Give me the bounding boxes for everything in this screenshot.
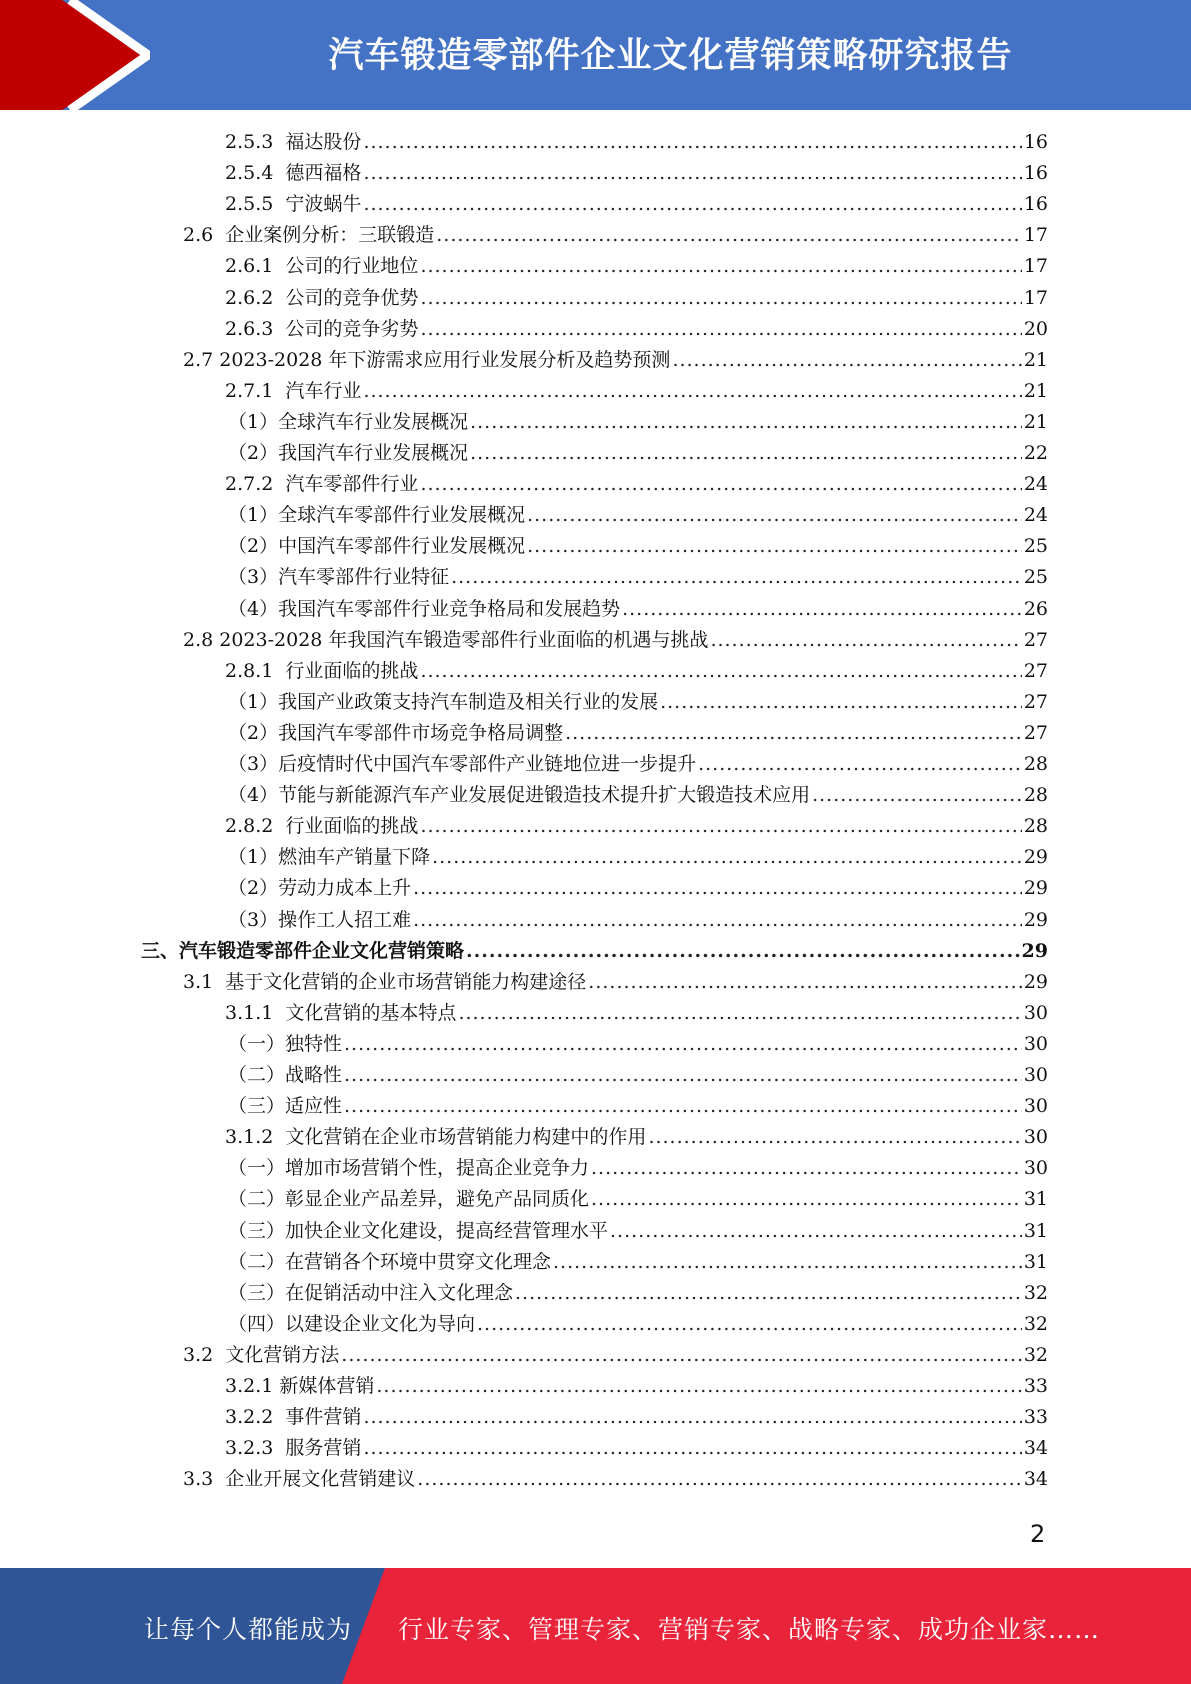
toc-entry-title: （三）加快企业文化建设，提高经营管理水平 xyxy=(228,1219,609,1242)
toc-leader-dots xyxy=(812,780,1022,811)
toc-entry-title: 2.6.1 公司的行业地位 xyxy=(225,255,419,278)
toc-entry-title: （3）后疫情时代中国汽车零部件产业链地位进一步提升 xyxy=(228,753,697,775)
toc-entry-title: 2.7 2023-2028 年下游需求应用行业发展分析及趋势预测 xyxy=(183,348,671,371)
toc-entry-page: 29 xyxy=(1023,970,1048,993)
toc-entry-title: （1）全球汽车行业发展概况 xyxy=(228,410,469,433)
toc-leader-dots xyxy=(344,1029,1022,1060)
toc-entry-title: （3）汽车零部件行业特征 xyxy=(228,566,450,589)
toc-entry-page: 32 xyxy=(1023,1343,1048,1366)
toc-leader-dots xyxy=(417,1464,1022,1495)
toc-entry[interactable] xyxy=(225,251,1048,282)
toc-entry-title: （1）我国产业政策支持汽车制造及相关行业的发展 xyxy=(228,690,659,713)
toc-entry[interactable] xyxy=(225,158,1048,189)
toc-leader-dots xyxy=(470,407,1022,438)
toc-leader-dots xyxy=(420,469,1021,500)
toc-entry-title: 2.5.3 福达股份 xyxy=(225,131,362,153)
toc-entry[interactable] xyxy=(225,1122,1048,1153)
toc-entry[interactable] xyxy=(228,1060,1048,1091)
toc-entry[interactable] xyxy=(228,1153,1048,1184)
toc-entry-title: 2.7.1 汽车行业 xyxy=(225,379,362,402)
toc-entry[interactable] xyxy=(141,936,1048,967)
toc-entry[interactable] xyxy=(225,189,1048,220)
toc-entry-page: 33 xyxy=(1023,1406,1048,1429)
toc-entry-title: （1）燃油车产销量下降 xyxy=(228,846,431,869)
toc-entry-page: 28 xyxy=(1023,753,1048,775)
toc-entry-title: （二）战略性 xyxy=(228,1064,343,1086)
toc-entry-page: 31 xyxy=(1023,1219,1048,1242)
toc-entry-title: （1）全球汽车零部件行业发展概况 xyxy=(228,504,526,527)
toc-entry[interactable] xyxy=(225,127,1048,158)
toc-entry-page: 17 xyxy=(1023,286,1048,309)
toc-entry-page: 30 xyxy=(1023,1032,1048,1055)
toc-entry-page: 34 xyxy=(1023,1437,1048,1460)
toc-entry-title: （一）独特性 xyxy=(228,1032,343,1055)
toc-entry-page: 31 xyxy=(1023,1250,1048,1273)
toc-entry-title: 2.8.1 行业面临的挑战 xyxy=(225,659,419,682)
toc-entry[interactable] xyxy=(225,811,1048,842)
toc-leader-dots xyxy=(527,500,1022,531)
toc-entry[interactable] xyxy=(228,500,1048,531)
toc-entry-title: 2.5.4 德西福格 xyxy=(225,162,362,185)
toc-leader-dots xyxy=(363,1402,1021,1433)
toc-entry-page: 30 xyxy=(1023,1157,1048,1180)
toc-entry-title: （2）我国汽车零部件市场竞争格局调整 xyxy=(228,721,564,744)
toc-entry-page: 16 xyxy=(1023,162,1048,185)
toc-entry[interactable] xyxy=(228,1247,1048,1278)
toc-leader-dots xyxy=(341,1340,1022,1371)
toc-entry-title: 2.6.3 公司的竞争劣势 xyxy=(225,317,419,340)
toc-leader-dots xyxy=(622,594,1022,625)
toc-entry-page: 34 xyxy=(1023,1468,1048,1491)
toc-entry-page: 27 xyxy=(1023,690,1048,713)
toc-entry[interactable] xyxy=(228,780,1048,811)
toc-entry[interactable] xyxy=(228,842,1048,873)
toc-entry[interactable] xyxy=(228,531,1048,562)
toc-entry[interactable] xyxy=(228,1278,1048,1309)
toc-entry-page: 16 xyxy=(1023,131,1048,153)
toc-entry-title: 2.7.2 汽车零部件行业 xyxy=(225,473,419,496)
toc-entry-title: 3.2.3 服务营销 xyxy=(225,1437,362,1460)
toc-leader-dots xyxy=(376,1371,1021,1402)
toc-entry-title: 3.2.2 事件营销 xyxy=(225,1406,362,1429)
toc-entry-page: 17 xyxy=(1023,224,1048,247)
toc-entry-page: 30 xyxy=(1023,1095,1048,1118)
toc-entry-title: 三、汽车锻造零部件企业文化营销策略 xyxy=(141,939,465,962)
toc-leader-dots xyxy=(420,656,1021,687)
toc-entry-title: 3.1 基于文化营销的企业市场营销能力构建途径 xyxy=(183,970,587,993)
toc-leader-dots xyxy=(363,189,1021,220)
toc-entry-title: （4）我国汽车零部件行业竞争格局和发展趋势 xyxy=(228,597,621,620)
toc-leader-dots xyxy=(420,283,1021,314)
toc-entry-page: 26 xyxy=(1023,597,1048,620)
toc-entry[interactable] xyxy=(228,1091,1048,1122)
toc-entry-title: （二）在营销各个环境中贯穿文化理念 xyxy=(228,1250,552,1273)
toc-entry-page: 32 xyxy=(1023,1312,1048,1335)
toc-entry[interactable] xyxy=(183,220,1048,251)
toc-entry[interactable] xyxy=(225,314,1048,345)
toc-entry-title: （三）在促销活动中注入文化理念 xyxy=(228,1281,514,1304)
toc-entry-title: （2）中国汽车零部件行业发展概况 xyxy=(228,535,526,558)
toc-leader-dots xyxy=(363,158,1021,189)
page-number: 2 xyxy=(1030,1520,1046,1548)
toc-entry-page: 29 xyxy=(1023,846,1048,869)
toc-leader-dots xyxy=(470,438,1022,469)
toc-entry-title: 2.8 2023-2028 年我国汽车锻造零部件行业面临的机遇与挑战 xyxy=(183,628,709,651)
toc-entry-page: 28 xyxy=(1023,815,1048,838)
toc-leader-dots xyxy=(660,687,1022,718)
toc-entry[interactable] xyxy=(228,749,1048,780)
toc-entry-page: 27 xyxy=(1023,659,1048,682)
toc-leader-dots xyxy=(363,1433,1021,1464)
toc-entry-title: 2.6.2 公司的竞争优势 xyxy=(225,286,419,309)
footer-slogan-left: 让每个人都能成为 xyxy=(144,1615,353,1644)
toc-entry-page: 30 xyxy=(1023,1126,1048,1149)
toc-entry-page: 32 xyxy=(1023,1281,1048,1304)
toc-leader-dots xyxy=(436,220,1022,251)
toc-leader-dots xyxy=(515,1278,1022,1309)
toc-entry-page: 17 xyxy=(1023,255,1048,278)
toc-leader-dots xyxy=(413,873,1022,904)
toc-entry-title: （3）操作工人招工难 xyxy=(228,908,412,931)
toc-leader-dots xyxy=(420,314,1021,345)
toc-leader-dots xyxy=(363,376,1021,407)
toc-leader-dots xyxy=(648,1122,1021,1153)
toc-leader-dots xyxy=(477,1309,1022,1340)
header-arrow-decoration xyxy=(0,0,150,110)
toc-entry-title: 2.6 企业案例分析：三联锻造 xyxy=(183,224,435,247)
toc-entry[interactable] xyxy=(228,1029,1048,1060)
toc-entry-title: 3.2 文化营销方法 xyxy=(183,1343,340,1366)
toc-entry[interactable] xyxy=(228,594,1048,625)
toc-leader-dots xyxy=(553,1247,1022,1278)
toc-entry-title: （四）以建设企业文化为导向 xyxy=(228,1312,476,1335)
toc-entry-page: 30 xyxy=(1023,1064,1048,1086)
toc-entry[interactable] xyxy=(225,469,1048,500)
toc-entry-page: 25 xyxy=(1023,566,1048,589)
toc-leader-dots xyxy=(672,345,1021,376)
page-footer xyxy=(0,1568,1191,1684)
toc-entry-title: （三）适应性 xyxy=(228,1095,343,1118)
toc-leader-dots xyxy=(565,718,1022,749)
toc-entry-title: 3.1.2 文化营销在企业市场营销能力构建中的作用 xyxy=(225,1126,647,1149)
toc-entry-page: 25 xyxy=(1023,535,1048,558)
toc-leader-dots xyxy=(527,531,1022,562)
toc-entry[interactable] xyxy=(225,1402,1048,1433)
footer-slogan-right: 行业专家、管理专家、营销专家、战略专家、成功企业家…… xyxy=(398,1615,1101,1644)
toc-entry-page: 21 xyxy=(1023,379,1048,402)
toc-entry[interactable] xyxy=(225,1371,1048,1402)
toc-entry[interactable] xyxy=(183,1340,1048,1371)
toc-entry-page: 33 xyxy=(1023,1375,1048,1397)
toc-entry[interactable] xyxy=(225,998,1048,1029)
toc-entry-page: 28 xyxy=(1023,784,1048,807)
toc-entry[interactable] xyxy=(225,376,1048,407)
toc-entry-page: 29 xyxy=(1023,908,1048,931)
toc-entry-title: 3.3 企业开展文化营销建议 xyxy=(183,1468,416,1491)
toc-entry[interactable] xyxy=(183,625,1048,656)
toc-leader-dots xyxy=(698,749,1022,780)
toc-leader-dots xyxy=(588,967,1022,998)
toc-entry-page: 27 xyxy=(1023,628,1048,651)
toc-entry-title: （二）彰显企业产品差异，避免产品同质化 xyxy=(228,1188,590,1211)
toc-leader-dots xyxy=(363,127,1021,158)
toc-entry[interactable] xyxy=(228,562,1048,593)
report-title: 汽车锻造零部件企业文化营销策略研究报告 xyxy=(328,36,1013,76)
toc-entry[interactable] xyxy=(228,407,1048,438)
toc-entry[interactable] xyxy=(228,438,1048,469)
toc-entry[interactable] xyxy=(228,1309,1048,1340)
toc-entry-page: 27 xyxy=(1023,721,1048,744)
page-header xyxy=(0,0,1191,110)
toc-entry[interactable] xyxy=(225,656,1048,687)
toc-entry-title: （4）节能与新能源汽车产业发展促进锻造技术提升扩大锻造技术应用 xyxy=(228,784,811,807)
toc-leader-dots xyxy=(458,998,1021,1029)
toc-entry[interactable] xyxy=(183,1464,1048,1495)
toc-entry-title: （2）劳动力成本上升 xyxy=(228,877,412,900)
toc-entry[interactable] xyxy=(225,1433,1048,1464)
toc-entry-page: 16 xyxy=(1023,193,1048,216)
toc-leader-dots xyxy=(420,811,1021,842)
toc-entry[interactable] xyxy=(228,687,1048,718)
toc-entry[interactable] xyxy=(228,873,1048,904)
toc-leader-dots xyxy=(413,905,1022,936)
toc-leader-dots xyxy=(710,625,1021,656)
toc-entry-title: 2.5.5 宁波蜗牛 xyxy=(225,193,362,216)
toc-entry-title: （一）增加市场营销个性，提高企业竞争力 xyxy=(228,1157,590,1180)
toc-leader-dots xyxy=(610,1216,1022,1247)
toc-entry-page: 21 xyxy=(1023,410,1048,433)
toc-entry-title: （2）我国汽车行业发展概况 xyxy=(228,442,469,464)
toc-entry[interactable] xyxy=(228,1184,1048,1215)
toc-entry-page: 24 xyxy=(1023,504,1048,527)
toc-entry-title: 3.2.1 新媒体营销 xyxy=(225,1375,375,1397)
toc-leader-dots xyxy=(344,1060,1022,1091)
toc-entry-page: 22 xyxy=(1023,442,1048,464)
toc-entry[interactable] xyxy=(183,345,1048,376)
toc-entry-page: 20 xyxy=(1023,317,1048,340)
toc-entry[interactable] xyxy=(228,905,1048,936)
toc-entry-title: 2.8.2 行业面临的挑战 xyxy=(225,815,419,838)
toc-entry[interactable] xyxy=(228,1216,1048,1247)
toc-entry[interactable] xyxy=(228,718,1048,749)
toc-leader-dots xyxy=(344,1091,1022,1122)
toc-entry-page: 30 xyxy=(1023,1001,1048,1024)
toc-leader-dots xyxy=(420,251,1021,282)
toc-entry-title: 3.1.1 文化营销的基本特点 xyxy=(225,1001,457,1024)
toc-leader-dots xyxy=(432,842,1022,873)
toc-entry[interactable] xyxy=(225,283,1048,314)
toc-entry[interactable] xyxy=(183,967,1048,998)
toc-entry-page: 29 xyxy=(1023,877,1048,900)
toc-leader-dots xyxy=(466,936,1020,967)
toc-leader-dots xyxy=(591,1153,1022,1184)
toc-leader-dots xyxy=(451,562,1022,593)
toc-leader-dots xyxy=(591,1184,1022,1215)
toc-entry-page: 29 xyxy=(1021,939,1048,962)
toc-entry-page: 24 xyxy=(1023,473,1048,496)
toc-entry-page: 31 xyxy=(1023,1188,1048,1211)
toc-entry-page: 21 xyxy=(1023,348,1048,371)
